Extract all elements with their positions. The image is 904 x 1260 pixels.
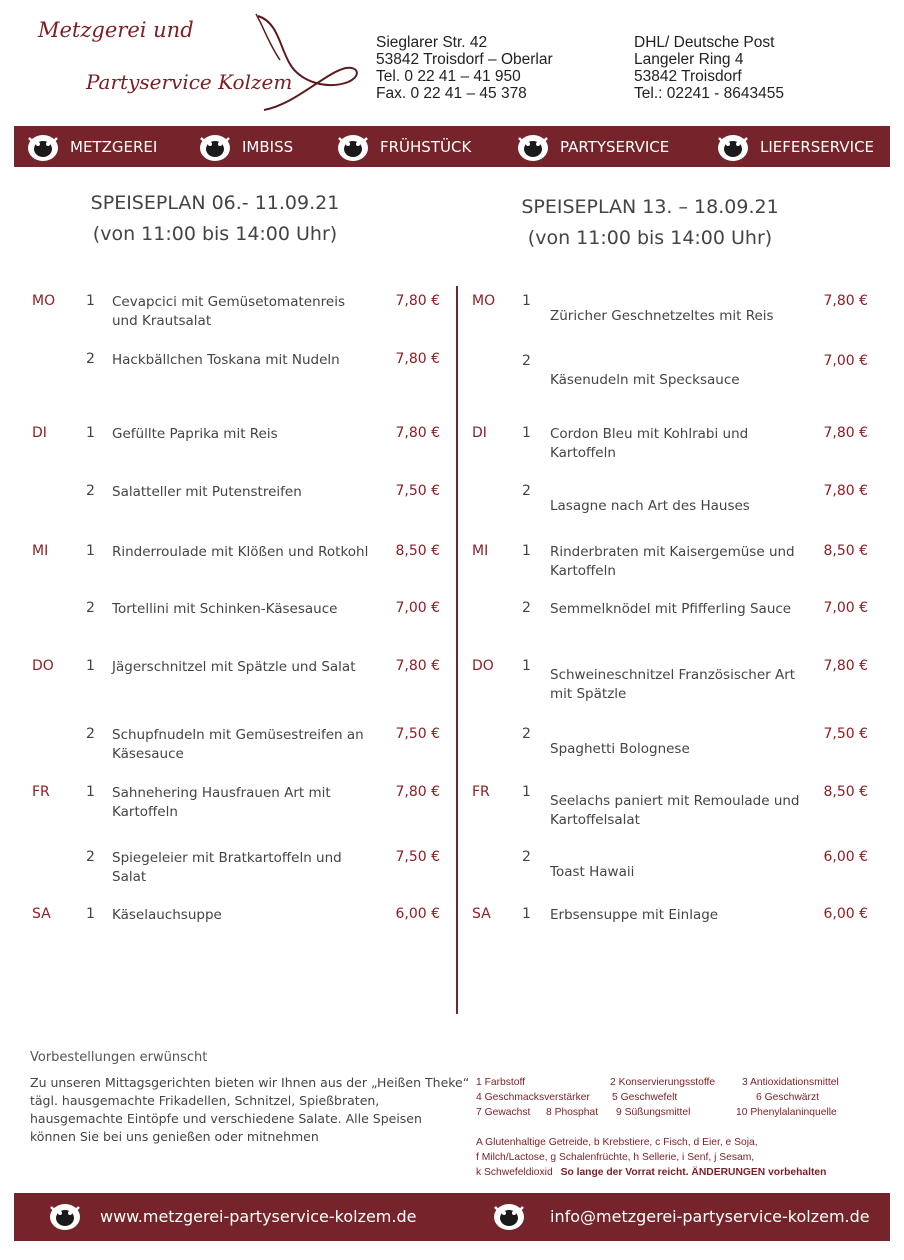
menu-dish: Schupfnudeln mit Gemüsestreifen an Käsesauce: [112, 727, 364, 762]
menu-price: 7,80 €: [395, 351, 440, 367]
menu-day: DO: [32, 658, 54, 674]
menu-dish: Sahnehering Hausfrauen Art mit Kartoffeln: [112, 785, 331, 820]
footer-website[interactable]: [48, 1201, 416, 1231]
menu-day: DO: [472, 658, 494, 674]
allergen-line: f Milch/Lactose, g Schalenfrüchte, h Sellerie, i Senf, j Sesam,: [476, 1152, 755, 1163]
menu-price: 7,80 €: [395, 658, 440, 674]
menu-price: 7,80 €: [823, 483, 868, 499]
menu-price: 7,80 €: [395, 784, 440, 800]
menu-price: 8,50 €: [823, 784, 868, 800]
menu-price: 7,50 €: [395, 483, 440, 499]
address-line: Langeler Ring 4: [634, 51, 744, 68]
cow-icon: [716, 132, 750, 162]
nav-item-metzgerei[interactable]: [26, 126, 157, 167]
nav-item-imbiss[interactable]: [198, 126, 293, 167]
menu-number: 1: [86, 906, 95, 922]
nav-label: PARTYSERVICE: [560, 137, 670, 156]
menu-dish: Hackbällchen Toskana mit Nudeln: [112, 352, 340, 368]
menu-price: 6,00 €: [823, 849, 868, 865]
cow-icon: [492, 1201, 526, 1231]
brand-line1: Metzgerei und: [38, 18, 194, 42]
nav-label: METZGEREI: [70, 137, 158, 156]
menu-price: 7,50 €: [823, 726, 868, 742]
left-heading-time: (von 11:00 bis 14:00 Uhr): [92, 223, 338, 245]
address-line: 53842 Troisdorf – Oberlar: [376, 51, 553, 68]
additive: 10 Phenylalaninquelle: [736, 1107, 837, 1118]
additive: 7 Gewachst: [476, 1107, 531, 1118]
additive: 2 Konservierungsstoffe: [610, 1077, 716, 1088]
menu-dish: Spaghetti Bolognese: [550, 741, 690, 757]
cow-icon: [26, 132, 60, 162]
column-divider: [456, 286, 458, 1014]
menu-number: 2: [86, 351, 95, 367]
menu-dish: Seelachs paniert mit Remoulade und Kartoffelsalat: [550, 793, 800, 828]
menu-number: 1: [522, 425, 531, 441]
menu-number: 2: [86, 849, 95, 865]
menu-dish: Cordon Bleu mit Kohlrabi und Kartoffeln: [550, 426, 749, 461]
additive: 5 Geschwefelt: [612, 1092, 678, 1103]
menu-dish: Rinderbraten mit Kaisergemüse und Kartoffeln: [550, 544, 795, 579]
menu-number: 2: [86, 483, 95, 499]
menu-day: SA: [472, 906, 491, 922]
menu-dish: Lasagne nach Art des Hauses: [550, 498, 750, 514]
menu-number: 2: [522, 600, 531, 616]
menu-dish: Salatteller mit Putenstreifen: [112, 484, 302, 500]
menu-price: 7,80 €: [395, 425, 440, 441]
menu-price: 7,50 €: [395, 726, 440, 742]
menu-number: 2: [86, 600, 95, 616]
menu-number: 1: [522, 658, 531, 674]
nav-label: IMBISS: [242, 137, 294, 156]
additive: 3 Antioxidationsmittel: [742, 1077, 839, 1088]
menu-day: FR: [32, 784, 50, 800]
menu-price: 7,80 €: [823, 658, 868, 674]
cow-icon: [516, 132, 550, 162]
menu-dish: Tortellini mit Schinken-Käsesauce: [112, 601, 338, 617]
menu-price: 7,00 €: [823, 600, 868, 616]
preorder-text: Zu unseren Mittagsgerichten bieten wir Ihnen aus der „Heißen Theke“ tägl. hausgemachte Frikadellen, Schnitzel, Spießbraten, hausgemachte Eintöpfe und verschiedene Salate. Alle Speisen können Sie bei uns genießen oder mitnehmen: [30, 1075, 470, 1144]
stock-notice: So lange der Vorrat reicht. ÄNDERUNGEN vorbehalten: [560, 1167, 827, 1178]
menu-number: 1: [86, 543, 95, 559]
right-heading: [455, 192, 845, 254]
cow-icon: [48, 1201, 82, 1231]
menu-day: MO: [472, 293, 496, 309]
additive: 4 Geschmacksverstärker: [476, 1092, 590, 1103]
menu-day: MO: [32, 293, 56, 309]
menu-price: 6,00 €: [823, 906, 868, 922]
menu-dish: Käselauchsuppe: [112, 907, 222, 923]
footer-bar: [14, 1193, 890, 1241]
menu-number: 1: [86, 784, 95, 800]
right-heading-time: (von 11:00 bis 14:00 Uhr): [527, 227, 773, 249]
menu-price: 7,80 €: [395, 293, 440, 309]
menu-price: 8,50 €: [823, 543, 868, 559]
preorder-title: Vorbestellungen erwünscht: [30, 1050, 208, 1065]
address-post: [634, 34, 784, 102]
menu-day: DI: [472, 425, 487, 441]
menu-dish: Toast Hawaii: [550, 864, 635, 880]
cow-icon: [336, 132, 370, 162]
menu-number: 1: [522, 543, 531, 559]
email-link[interactable]: info@metzgerei-partyservice-kolzem.de: [550, 1206, 870, 1226]
menu-dish: Schweineschnitzel Französischer Art mit Spätzle: [550, 667, 796, 702]
allergen-k: k Schwefeldioxid: [476, 1167, 553, 1178]
menu-dish: Spiegeleier mit Bratkartoffeln und Salat: [112, 850, 342, 885]
menu-price: 7,80 €: [823, 425, 868, 441]
menu-day: MI: [32, 543, 49, 559]
additive: 6 Geschwärzt: [756, 1092, 819, 1103]
nav-item-lieferservice[interactable]: [716, 126, 874, 167]
menu-number: 1: [86, 658, 95, 674]
menu-day: FR: [472, 784, 490, 800]
menu-day: DI: [32, 425, 47, 441]
menu-price: 7,00 €: [395, 600, 440, 616]
menu-number: 2: [522, 849, 531, 865]
menu-number: 2: [522, 483, 531, 499]
additive: 8 Phosphat: [546, 1107, 599, 1118]
additive: 1 Farbstoff: [476, 1077, 526, 1088]
menu-day: SA: [32, 906, 51, 922]
right-heading-title: SPEISEPLAN 13. – 18.09.21: [521, 196, 779, 218]
nav-label: FRÜHSTÜCK: [380, 137, 472, 156]
brand-line2: Partyservice Kolzem: [86, 70, 293, 94]
menu-dish: Käsenudeln mit Specksauce: [550, 372, 740, 388]
menu-number: 1: [86, 425, 95, 441]
menu-price: 7,00 €: [823, 353, 868, 369]
left-heading-title: SPEISEPLAN 06.- 11.09.21: [90, 192, 340, 214]
nav-item-fruehstueck[interactable]: [336, 126, 471, 167]
menu-price: 7,80 €: [823, 293, 868, 309]
allergen-line: [476, 1165, 826, 1180]
address-main: [376, 34, 553, 102]
allergen-line: A Glutenhaltige Getreide, b Krebstiere, c Fisch, d Eier, e Soja,: [476, 1137, 758, 1148]
menu-price: 8,50 €: [395, 543, 440, 559]
website-link[interactable]: www.metzgerei-partyservice-kolzem.de: [100, 1206, 417, 1226]
nav-label: LIEFERSERVICE: [760, 137, 875, 156]
menu-dish: Gefüllte Paprika mit Reis: [112, 426, 278, 442]
additive: 9 Süßungsmittel: [616, 1107, 691, 1118]
menu-number: 2: [522, 726, 531, 742]
address-line: DHL/ Deutsche Post: [634, 34, 775, 51]
menu-dish: Semmelknödel mit Pfifferling Sauce: [550, 601, 792, 617]
nav-item-partyservice[interactable]: [516, 126, 669, 167]
menu-number: 1: [522, 784, 531, 800]
address-line: Sieglarer Str. 42: [376, 34, 488, 51]
menu-price: 6,00 €: [395, 906, 440, 922]
menu-dish: Rinderroulade mit Klößen und Rotkohl: [112, 544, 369, 560]
address-line: 53842 Troisdorf: [634, 68, 742, 85]
address-line: Fax. 0 22 41 – 45 378: [376, 85, 527, 102]
menu-number: 2: [522, 353, 531, 369]
nav-bar: [14, 126, 890, 167]
menu-dish: Cevapcici mit Gemüsetomatenreis und Krautsalat: [112, 294, 345, 329]
menu-number: 1: [522, 906, 531, 922]
menu-dish: Züricher Geschnetzeltes mit Reis: [550, 308, 774, 324]
address-line: Tel.: 02241 - 8643455: [634, 85, 784, 102]
footer-email[interactable]: [492, 1201, 870, 1231]
menu-number: 1: [522, 293, 531, 309]
logo: [28, 8, 368, 118]
menu-number: 2: [86, 726, 95, 742]
left-heading: [20, 188, 410, 250]
menu-day: MI: [472, 543, 489, 559]
menu-price: 7,50 €: [395, 849, 440, 865]
address-line: Tel. 0 22 41 – 41 950: [376, 68, 521, 85]
menu-dish: Jägerschnitzel mit Spätzle und Salat: [112, 659, 356, 675]
menu-number: 1: [86, 293, 95, 309]
cow-icon: [198, 132, 232, 162]
menu-dish: Erbsensuppe mit Einlage: [550, 907, 719, 923]
